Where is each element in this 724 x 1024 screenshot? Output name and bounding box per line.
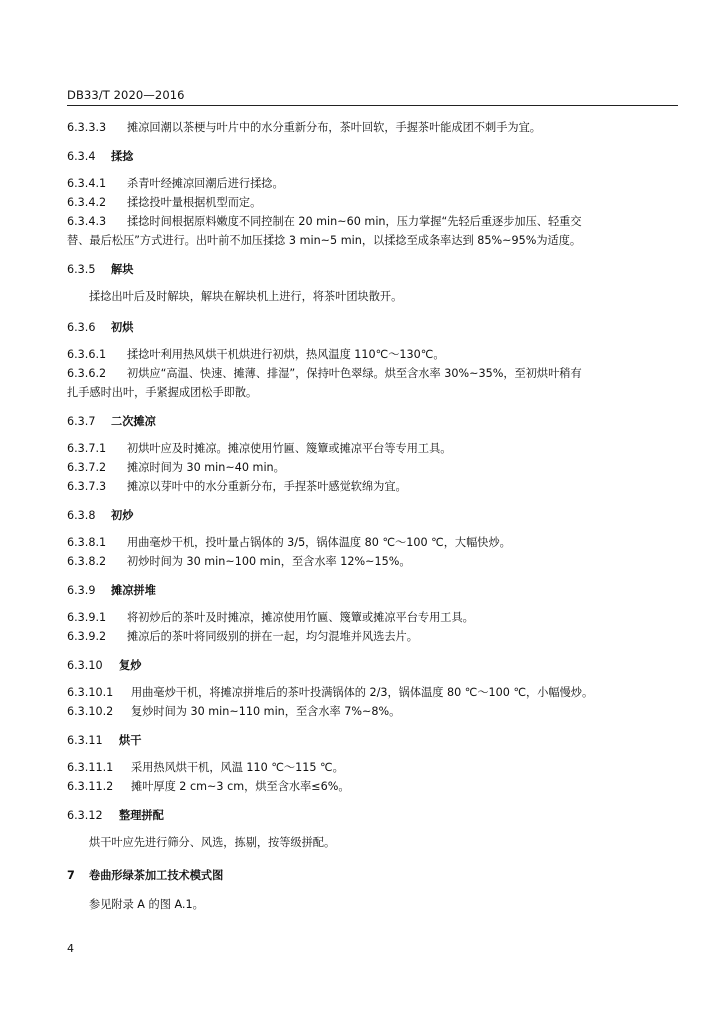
heading-text: 解块: [111, 263, 134, 276]
heading-text: 摊凉拼堆: [111, 584, 156, 597]
heading-number: 6.3.10: [67, 659, 103, 672]
paragraph-6-3-12: 烘干叶应先进行筛分、风选，拣剔，按等级拼配。: [89, 836, 336, 849]
clause-number: 6.3.7.3: [67, 480, 107, 493]
clause-number: 6.3.4.1: [67, 177, 107, 190]
heading-number: 6.3.6: [67, 321, 96, 334]
clause-6-3-8-2: [67, 552, 678, 571]
heading-text: 烘干: [119, 734, 142, 747]
clause-6-3-4-3: [67, 212, 678, 231]
clause-text: 初烘应“高温、快速、摊薄、排湿”，保持叶色翠绿。烘至含水率 30%~35%，至初烘叶稍有: [127, 367, 582, 380]
clause-number: 6.3.6.1: [67, 348, 107, 361]
heading-text: 初烘: [111, 321, 134, 334]
heading-number: 6.3.5: [67, 263, 96, 276]
clause-text: 初炒时间为 30 min~100 min，至含水率 12%~15%。: [127, 555, 411, 568]
header-rule: [67, 105, 678, 106]
clause-6-3-6-2-continued: 扎手感时出叶，手紧握成团松手即散。: [67, 386, 258, 399]
clause-number: 6.3.4.3: [67, 215, 107, 228]
clause-6-3-4-1: [67, 174, 678, 193]
clause-text: 摊叶厚度 2 cm~3 cm，烘至含水率≤6%。: [131, 780, 350, 793]
paragraph-6-3-5: 揉捻出叶后及时解块，解块在解块机上进行，将茶叶团块散开。: [89, 290, 403, 303]
clause-text: 用曲毫炒干机，将摊凉拼堆后的茶叶投满锅体的 2/3，锅体温度 80 ℃～100 ℃，小幅慢炒。: [131, 686, 594, 699]
clause-text: 杀青叶经摊凉回潮后进行揉捻。: [127, 177, 284, 190]
heading-text: 整理拼配: [119, 809, 164, 822]
heading-number: 6.3.4: [67, 150, 96, 163]
clause-text: 将初炒后的茶叶及时摊凉，摊凉使用竹匾、篾簟或摊凉平台专用工具。: [127, 611, 474, 624]
heading-number: 6.3.9: [67, 584, 96, 597]
clause-text: 摊凉时间为 30 min~40 min。: [127, 461, 285, 474]
heading-6-3-7: [67, 412, 678, 431]
clause-6-3-10-2: [67, 702, 678, 721]
clause-number: 6.3.8.1: [67, 536, 107, 549]
paragraph-section-7: 参见附录 A 的图 A.1。: [89, 898, 204, 911]
heading-6-3-12: [67, 806, 678, 825]
heading-text: 揉捻: [111, 150, 134, 163]
heading-number: 6.3.7: [67, 415, 96, 428]
clause-text: 揉捻时间根据原料嫩度不同控制在 20 min~60 min，压力掌握“先轻后重逐步加压、轻重交: [127, 215, 582, 228]
clause-number: 6.3.8.2: [67, 555, 107, 568]
heading-6-3-6: [67, 318, 678, 337]
clause-6-3-6-2: [67, 364, 678, 383]
clause-text: 复炒时间为 30 min~110 min，至含水率 7%~8%。: [131, 705, 401, 718]
clause-number: 6.3.10.2: [67, 705, 114, 718]
heading-text: 初炒: [111, 509, 134, 522]
clause-6-3-4-3-continued: 替、最后松压”方式进行。出叶前不加压揉捻 3 min~5 min，以揉捻至成条率达到 85%~95%为适度。: [67, 234, 582, 247]
clause-number: 6.3.10.1: [67, 686, 114, 699]
heading-6-3-10: [67, 656, 678, 675]
clause-number: 6.3.7.2: [67, 461, 107, 474]
clause-text: 摊凉以芽叶中的水分重新分布，手捏茶叶感觉软绵为宜。: [127, 480, 407, 493]
heading-6-3-11: [67, 731, 678, 750]
clause-6-3-3-3: [67, 118, 678, 137]
clause-number: 6.3.4.2: [67, 196, 107, 209]
clause-text: 初烘叶应及时摊凉。摊凉使用竹匾、篾簟或摊凉平台等专用工具。: [127, 442, 452, 455]
heading-text: 二次摊凉: [111, 415, 156, 428]
page-number: 4: [67, 942, 74, 955]
heading-text: 卷曲形绿茶加工技术模式图: [89, 869, 224, 882]
clause-6-3-9-1: [67, 608, 678, 627]
clause-number: 6.3.11.2: [67, 780, 114, 793]
clause-number: 6.3.7.1: [67, 442, 107, 455]
heading-number: 6.3.12: [67, 809, 103, 822]
clause-number: 6.3.11.1: [67, 761, 114, 774]
heading-6-3-9: [67, 581, 678, 600]
clause-6-3-4-2: [67, 193, 678, 212]
clause-6-3-8-1: [67, 533, 678, 552]
clause-number: 6.3.9.2: [67, 630, 107, 643]
clause-number: 6.3.3.3: [67, 121, 107, 134]
heading-number: 6.3.11: [67, 734, 103, 747]
heading-6-3-4: [67, 147, 678, 166]
clause-text: 采用热风烘干机，风温 110 ℃～115 ℃。: [131, 761, 344, 774]
heading-section-7: [67, 866, 678, 885]
heading-number: 7: [67, 869, 75, 882]
clause-text: 揉捻投叶量根据机型而定。: [127, 196, 262, 209]
clause-6-3-9-2: [67, 627, 678, 646]
clause-text: 摊凉回潮以茶梗与叶片中的水分重新分布，茶叶回软，手握茶叶能成团不刺手为宜。: [127, 121, 541, 134]
heading-6-3-5: [67, 260, 678, 279]
document-body: [67, 118, 678, 914]
heading-number: 6.3.8: [67, 509, 96, 522]
clause-number: 6.3.9.1: [67, 611, 107, 624]
clause-text: 揉捻叶利用热风烘干机烘进行初烘，热风温度 110℃～130℃。: [127, 348, 445, 361]
clause-text: 用曲毫炒干机，投叶量占锅体的 3/5，锅体温度 80 ℃～100 ℃，大幅快炒。: [127, 536, 511, 549]
clause-text: 摊凉后的茶叶将同级别的拼在一起，均匀混堆并风选去片。: [127, 630, 418, 643]
clause-6-3-11-2: [67, 777, 678, 796]
heading-text: 复炒: [119, 659, 142, 672]
clause-6-3-7-3: [67, 477, 678, 496]
clause-6-3-7-2: [67, 458, 678, 477]
clause-number: 6.3.6.2: [67, 367, 107, 380]
clause-6-3-6-1: [67, 345, 678, 364]
heading-6-3-8: [67, 506, 678, 525]
clause-6-3-7-1: [67, 439, 678, 458]
clause-6-3-10-1: [67, 683, 678, 702]
clause-6-3-11-1: [67, 758, 678, 777]
standard-code-header: DB33/T 2020—2016: [67, 88, 185, 102]
